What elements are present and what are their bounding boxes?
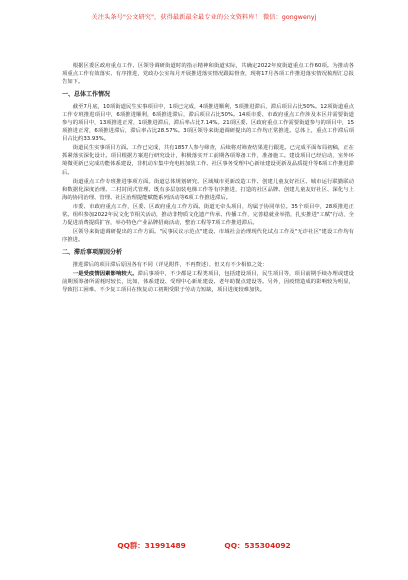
section-2-paragraph-2-text: 滞后事项中，不少都是工程类项目，包括建设项目，民生项目等，项目前期手续办理或建设前期预筹备所需耗时较长，比如，体系建设、受理中心新址建设、老年助餐点建设等。另外，因疫情造成的影响较为明显，导致招工困难、不少复工项目在恢复动工初期受限于劳动力短缺，项目进度较难加快。	[62, 270, 355, 294]
footer-contact	[0, 540, 408, 551]
footer-qq-number: QQ：535304092	[224, 541, 291, 550]
document-body	[62, 62, 354, 295]
section-2-heading: 二、滞后事项原因分析	[62, 248, 123, 256]
footer-qq-group: QQ群：31991489	[117, 541, 186, 550]
section-1-paragraph-5: 区领导来街道调研提出的工作方面。"民事民议示范点"建设、市域社会治理现代化试点工作及"无诈社区"建设工作均有序推进。	[62, 228, 354, 243]
section-1-paragraph-3: 街道重点工作专班推进事项方面。街道总体规划研究、区域城市更新改造工作、创建儿童友好社区、城市运行联勤联动和数据化深度治理、二村封闭式管理、既有多层加装电梯工作等有序推进，打造的社区品牌、创建儿童友好社区、深化与上海的协同治理、管理、社区治理提能赋能系列活动等6项工作推进滞后。	[62, 178, 354, 201]
section-2-lead-phrase: 一是受疫情因素影响较大。	[72, 270, 138, 277]
section-2-paragraph-2	[62, 270, 354, 294]
section-1-paragraph-1: 截至7月底，10项街道民生实事项目中，1项已完成，4项推进顺利，5项推进滞后，滞后项目占比50%。12项街道重点工作专班推进项目中，6项推进顺利，6项推进滞后，滞后项目占比50%。14项市委、市政府重点工作涉及本区并需要街道参与的项目中，13项推进正常，1项推进滞后，滞后率占比7.14%。21项区委、区政府重点工作需要街道参与的项目中，15项推进正常，6项推进滞后，滞后率占比28.57%。3项区领导来街道调研提出的工作均正常推进。总体上，重点工作滞后项目占比约33.93%。	[62, 104, 354, 143]
section-1-paragraph-4: 市委、市政府重点工作，区委、区政府重点工作方面。街道无牵头项目，均属于协同单位。35个项目中，28项推进正常。组织参加2022年民文化节相关活动，推动非物质文化遗产传承、传播工作，完善稳就业举措，扎实推进"工赋"行动，全力促进消费提质扩容，举办特色产业品牌招商活动，整治工程等7项工作推进滞后。	[62, 203, 354, 226]
intro-paragraph: 根据区委区政府重点工作、区领导调研街道时的指示精神和街道实际，共确定2022年度街道重点工作60项。为推动各项重点工作有效落实、有序推进，党政办公室每月开展推进落实情况跟踪督查，现将17月各项工作推进落实情况梳理汇总报告如下。	[62, 63, 354, 86]
header-promo-note: 关注头条号"公文研究"，获得最新最全最专业的公文资料库！ 微信：gongwenyj	[91, 14, 317, 21]
section-1-paragraph-2: 街道民生实事项目方面。工作已完成，共有1857人参与筛查，后续将对筛查结果进行跟进。已完成平面布局初稿，正在抓紧落实深化设计。项目根据方案进行研究设计，积极落实开工前期各项筹备工作，准备施工。建设项目已经启动，室外环境微更新已完成功能体系建设，非机动车集中充电桩加装工作、社区事务受理中心新址建设更新及品质提升等6项工作推进滞后。	[62, 145, 354, 176]
section-1-heading: 一、总体工作情况	[62, 91, 111, 99]
section-2-paragraph-1: 推进滞后的项目滞后原因各有不同（详见附件，不再赘述），但又有不少相似之处：	[72, 261, 268, 268]
